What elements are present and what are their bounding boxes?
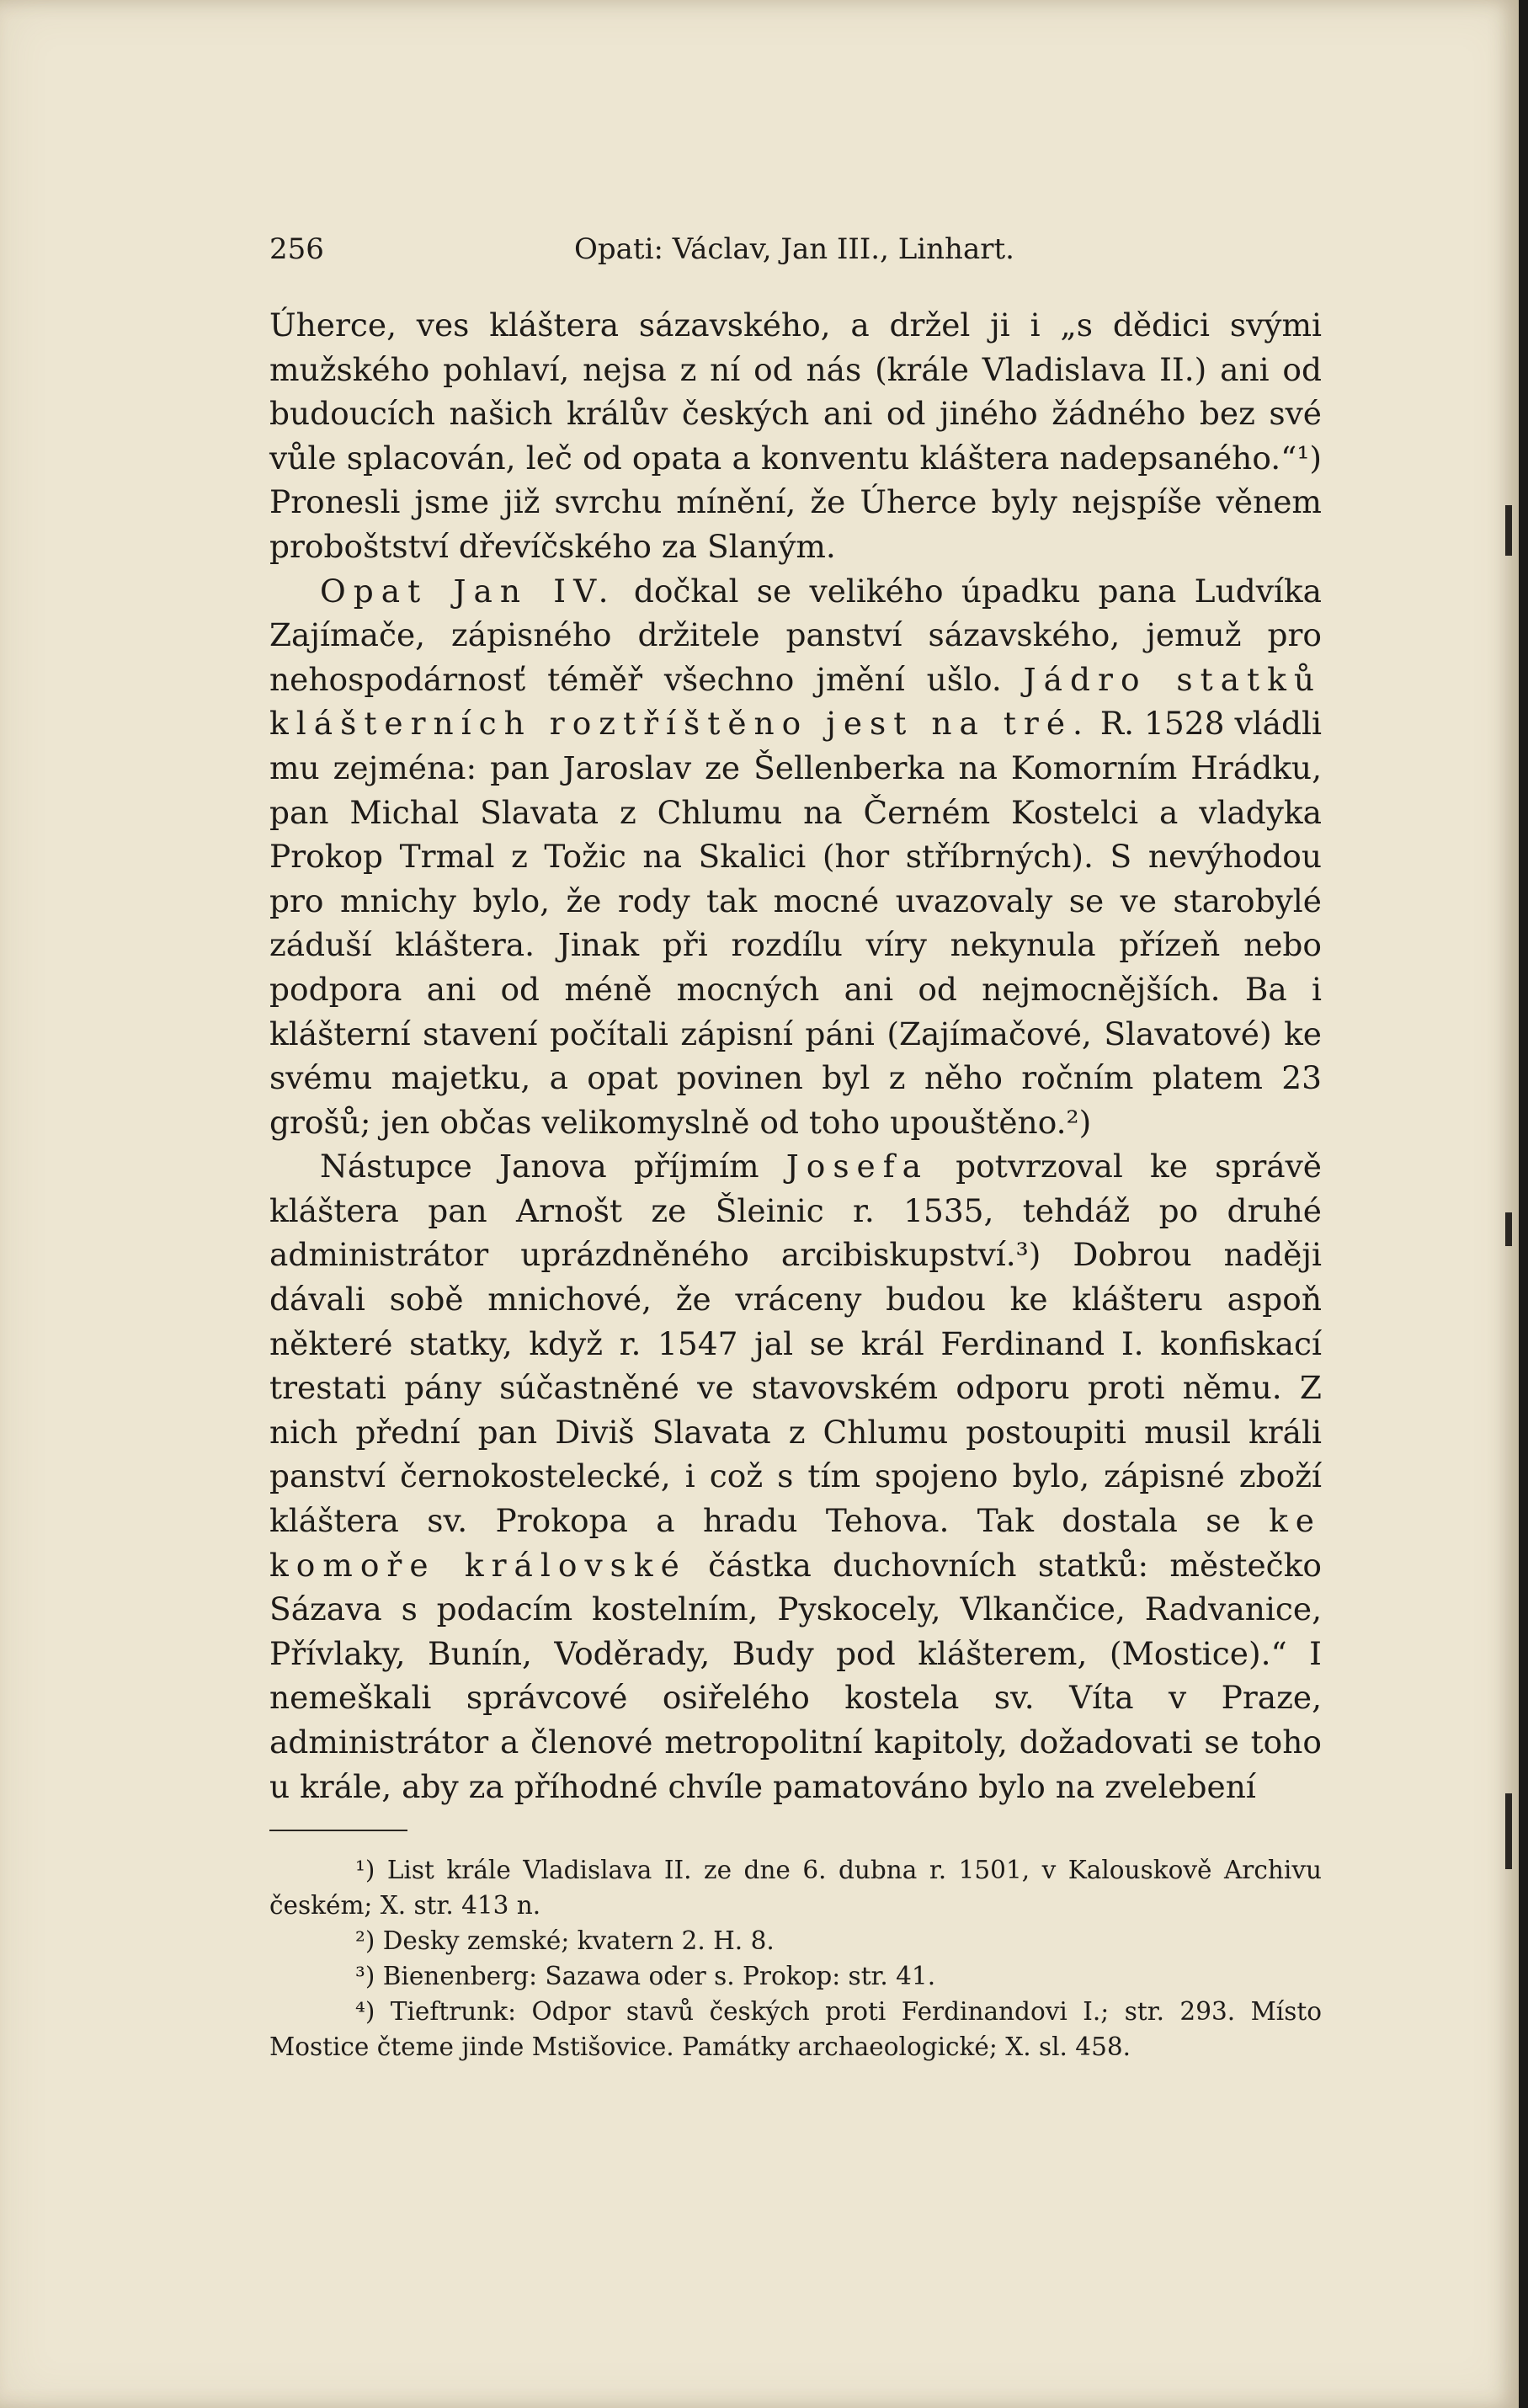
footnote-rule: [269, 1830, 407, 1831]
page-edge-mark: [1505, 1793, 1512, 1869]
footnote: ²) Desky zemské; kvatern 2. H. 8.: [355, 1926, 775, 1955]
paragraph: [269, 303, 1322, 569]
footnote: ³) Bienenberg: Sazawa oder s. Prokop: str. 41.: [355, 1962, 936, 1990]
running-title: Opati: Václav, Jan III., Linhart.: [574, 232, 1014, 266]
spaced-emphasis: ke komoře královské: [269, 1502, 1322, 1584]
page-edge-mark: [1505, 1212, 1512, 1246]
footnote: ¹) List krále Vladislava II. ze dne 6. dubna r. 1501, v Kalouskově Archivu českém; X. str. 413 n.: [269, 1856, 1322, 1920]
running-header: [269, 232, 1322, 274]
paragraph: [269, 569, 1322, 1145]
paragraph-text: Úherce, ves kláštera sázavského, a držel ji i „s dědici svými mužského pohlaví, nejsa z ní od nás (krále Vladislava II.) ani od budoucích našich králův českých ani od jiného žádného bez své vůle splacován, leč od opata a konventu kláštera nadepsaného.“¹) Pronesli jsme již svrchu mínění, že Úherce byly nejspíše věnem proboštství dřevíčského za Slaným.: [269, 306, 1322, 565]
page-edge-mark: [1505, 505, 1512, 556]
paragraph-text: R. 1528 vládli mu zejména: pan Jaroslav ze Šellenberka na Komorním Hrádku, pan Michal Slavata z Chlumu na Černém Kostelci a vladyka Prokop Trmal z Tožic na Skalici (hor stříbrných). S nevýhodou pro mnichy bylo, že rody tak mocné uvazovaly se ve starobylé záduší kláštera. Jinak při rozdílu víry nekynula přízeň nebo podpora ani od méně mocných ani od nejmocnějších. Ba i klášterní stavení počítali zápisní páni (Zajímačové, Slavatové) ke svému majetku, a opat povinen byl z něho ročním platem 23 grošů; jen občas velikomyslně od toho upouštěno.²): [269, 705, 1322, 1141]
paragraph-text: dočkal se velikého úpadku pana Ludvíka Zajímače, zápisného držitele panství sázavského, jemuž pro nehospodárnosť téměř všechno jmění ušlo.: [269, 572, 1322, 698]
spaced-emphasis: Jádro statků klášterních roztříštěno jest na tré.: [269, 660, 1322, 743]
spaced-emphasis: Josefa: [785, 1148, 929, 1185]
body-text: [269, 303, 1322, 1809]
footnote: ⁴) Tieftrunk: Odpor stavů českých proti Ferdinandovi I.; str. 293. Místo Mostice čteme jinde Mstišovice. Památky archaeologické; X. sl. 458.: [269, 1997, 1322, 2061]
paragraph-text: potvrzoval ke správě kláštera pan Arnošt ze Šleinic r. 1535, tehdáž po druhé administrátor uprázdněného arcibiskupství.³) Dobrou naději dávali sobě mnichové, že vráceny budou ke klášteru aspoň některé statky, když r. 1547 jal se král Ferdinand I. konfiskací trestati pány súčastněné ve stavovském odporu proti němu. Z nich přední pan Diviš Slavata z Chlumu postoupiti musil králi panství černokostelecké, i což s tím spojeno bylo, zápisné zboží kláštera sv. Prokopa a hradu Tehova. Tak dostala se: [269, 1148, 1322, 1540]
footnotes: [269, 1852, 1322, 2064]
spaced-emphasis: Opat Jan IV.: [320, 572, 616, 610]
paragraph: [269, 1144, 1322, 1809]
page-number: 256: [269, 232, 324, 266]
paragraph-text: částka duchovních statků: městečko Sázava s podacím kostelním, Pyskocely, Vlkančice, Radvanice, Přívlaky, Bunín, Voděrady, Budy pod klášterem, (Mostice).“ I nemeškali správcové osiřelého kostela sv. Víta v Praze, administrátor a členové metropolitní kapitoly, dožadovati se toho u krále, aby za příhodné chvíle pamatováno bylo na zvelebení: [269, 1546, 1322, 1805]
paragraph-text: Nástupce Janova příjmím: [320, 1148, 786, 1185]
